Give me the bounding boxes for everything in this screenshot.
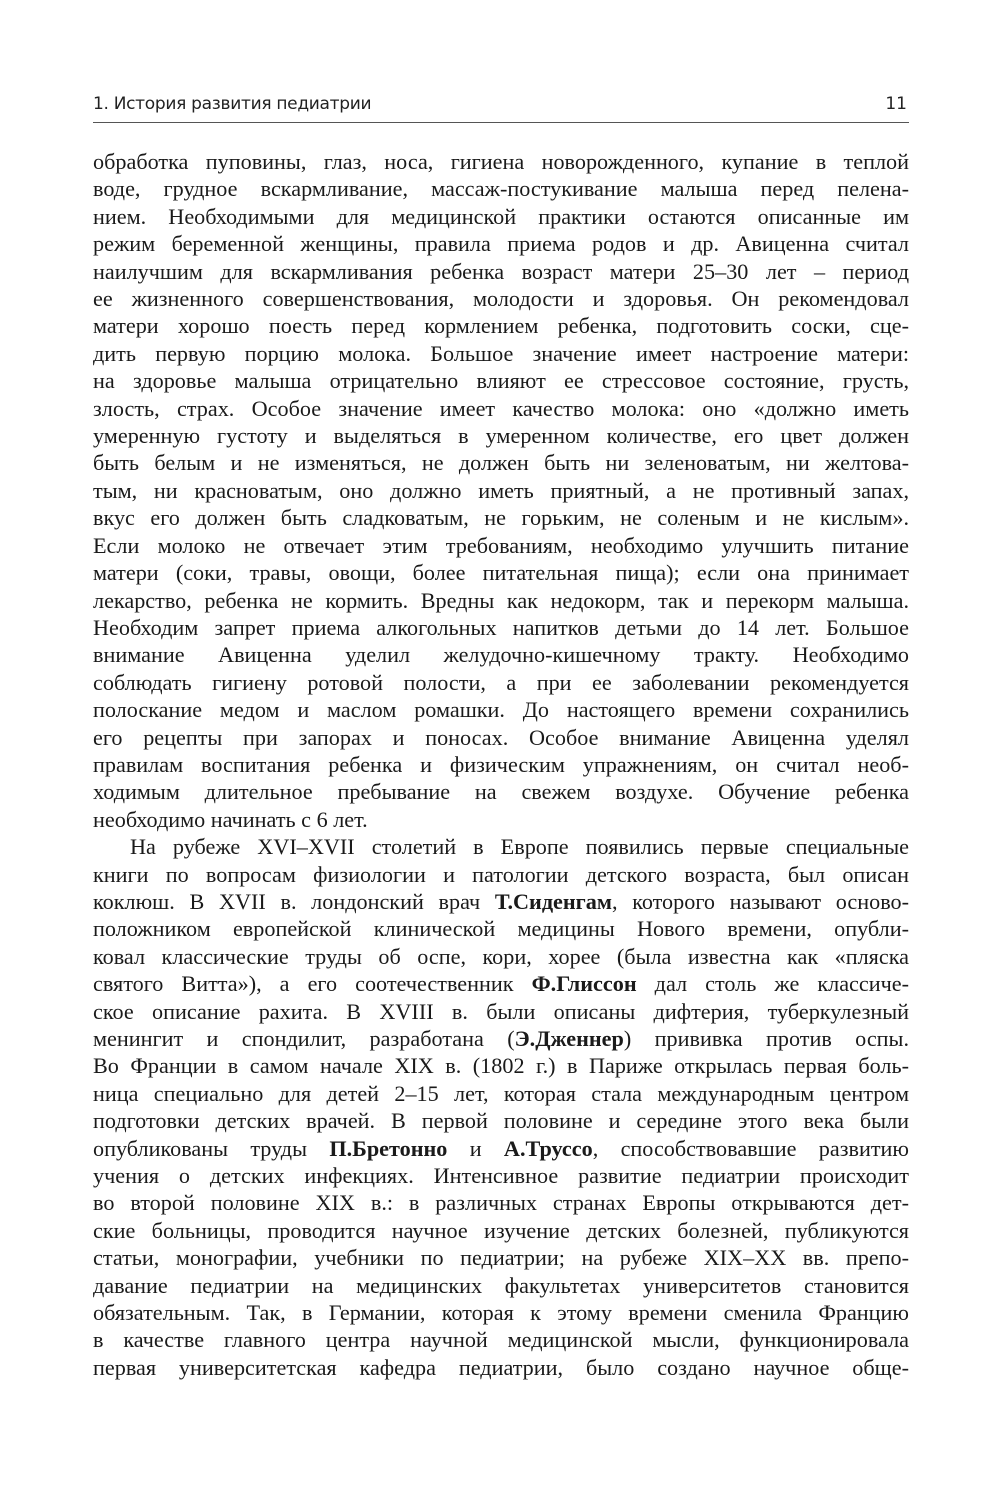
name-sydenham: Т.Сиденгам xyxy=(494,888,612,914)
body-text xyxy=(93,148,909,1381)
text-line: коклюш. В XVII в. лондонский врач Т.Сиденгам, которого называют осново- xyxy=(93,888,910,914)
text-line: его рецепты при запорах и поносах. Особое внимание Авиценна уделял xyxy=(93,724,909,750)
text-line: книги по вопросам физиологии и патологии детского возраста, был описан xyxy=(93,861,909,887)
paragraph-1 xyxy=(93,148,909,833)
text-line: внимание Авиценна уделил желудочно-кишечному тракту. Необходимо xyxy=(93,642,909,668)
text-line: святого Витта»), а его соотечественник Ф.Глиссон дал столь же классиче- xyxy=(93,971,910,997)
text-line: правилам воспитания ребенка и физическим упражнениям, он считал необ- xyxy=(93,751,909,777)
text-line: статьи, монографии, учебники по педиатрии; на рубеже XIX–XX вв. препо- xyxy=(93,1245,909,1271)
name-jenner: Э.Дженнер xyxy=(514,1026,624,1051)
page-number: 11 xyxy=(885,94,907,114)
text-line: обработка пуповины, глаз, носа, гигиена новорожденного, купание в теплой xyxy=(93,149,909,174)
text-line: тым, ни красноватым, оно должно иметь приятный, а не противный запах, xyxy=(93,477,909,503)
text-line: первая университетская кафедра педиатрии, было создано научное обще- xyxy=(93,1354,909,1380)
text-line: режим беременной женщины, правила приема родов и др. Авиценна считал xyxy=(93,231,909,257)
text-line: Если молоко не отвечает этим требованиям, необходимо улучшить питание xyxy=(93,532,909,558)
text-line: быть белым и не изменяться, не должен быть ни зеленоватым, ни желтова- xyxy=(93,450,909,476)
text-line: опубликованы труды П.Бретонно и А.Труссо, способствовавшие развитию xyxy=(93,1135,909,1161)
text-line: матери хорошо поесть перед кормлением ребенка, подготовить соски, сце- xyxy=(93,313,909,339)
text-line: полоскание медом и маслом ромашки. До настоящего времени сохранились xyxy=(93,697,909,723)
text-line: менингит и спондилит, разработана (Э.Дженнер) прививка против оспы. xyxy=(93,1026,909,1051)
text-line: лекарство, ребенка не кормить. Вредны как недокорм, так и перекорм малыша. xyxy=(93,587,909,613)
name-glisson: Ф.Глиссон xyxy=(531,971,637,997)
text-line: ские больницы, проводится научное изучение детских болезней, публикуются xyxy=(93,1217,909,1243)
header-rule xyxy=(93,122,909,123)
chapter-title: 1. История развития педиатрии xyxy=(93,94,372,114)
text-line: Во Франции в самом начале XIX в. (1802 г.) в Париже открылась первая боль- xyxy=(93,1053,909,1079)
text-line: нием. Необходимыми для медицинской практики остаются описанные им xyxy=(93,203,909,229)
text-line: ское описание рахита. В XVIII в. были описаны дифтерия, туберкулезный xyxy=(93,998,909,1024)
text-line: На рубеже XVI–XVII столетий в Европе появились первые специальные xyxy=(130,834,909,860)
running-head xyxy=(93,92,909,122)
text-line: воде, грудное вскармливание, массаж-постукивание малыша перед пелена- xyxy=(93,176,909,202)
text-line: вкус его должен быть сладковатым, не горьким, не соленым и не кислым». xyxy=(93,505,909,531)
text-line: наилучшим для вскармливания ребенка возраст матери 25–30 лет – период xyxy=(93,258,909,284)
text-line: ница специально для детей 2–15 лет, которая стала международным центром xyxy=(93,1080,909,1106)
text-line: ковал классические труды об оспе, кори, хорее (была известна как «пляска xyxy=(93,943,909,969)
text-line: обязательным. Так, в Германии, которая к этому времени сменила Францию xyxy=(93,1300,909,1326)
text-line: во второй половине XIX в.: в различных странах Европы открываются дет- xyxy=(93,1190,909,1216)
text-line: дить первую порцию молока. Большое значение имеет настроение матери: xyxy=(93,340,909,366)
text-line: ходимым длительное пребывание на свежем воздухе. Обучение ребенка xyxy=(93,779,909,805)
text-line: умеренную густоту и выделяться в умеренном количестве, его цвет должен xyxy=(93,423,909,449)
name-bretonneau: П.Бретонно xyxy=(329,1135,448,1161)
text-line: необходимо начинать с 6 лет. xyxy=(93,806,368,832)
paragraph-2 xyxy=(93,833,909,1381)
text-line: соблюдать гигиену ротовой полости, а при ее заболевании рекомендуется xyxy=(93,669,909,695)
text-line: в качестве главного центра научной медицинской мысли, функционировала xyxy=(93,1327,909,1353)
text-line: ее жизненного совершенствования, молодости и здоровья. Он рекомендовал xyxy=(93,286,909,312)
text-line: Необходим запрет приема алкогольных напитков детьми до 14 лет. Большое xyxy=(93,614,909,640)
text-line: на здоровье малыша отрицательно влияют ее стрессовое состояние, грусть, xyxy=(93,368,909,394)
text-line: положником европейской клинической медицины Нового времени, опубли- xyxy=(93,916,909,942)
text-line: матери (соки, травы, овощи, более питательная пища); если она принимает xyxy=(93,560,909,586)
text-line: учения о детских инфекциях. Интенсивное развитие педиатрии происходит xyxy=(93,1163,909,1189)
name-trousseau: А.Труссо xyxy=(503,1135,593,1161)
text-line: давание педиатрии на медицинских факультетах университетов становится xyxy=(93,1272,909,1298)
text-line: подготовки детских врачей. В первой половине и середине этого века были xyxy=(93,1108,909,1134)
text-line: злость, страх. Особое значение имеет качество молока: оно «должно иметь xyxy=(93,395,909,421)
